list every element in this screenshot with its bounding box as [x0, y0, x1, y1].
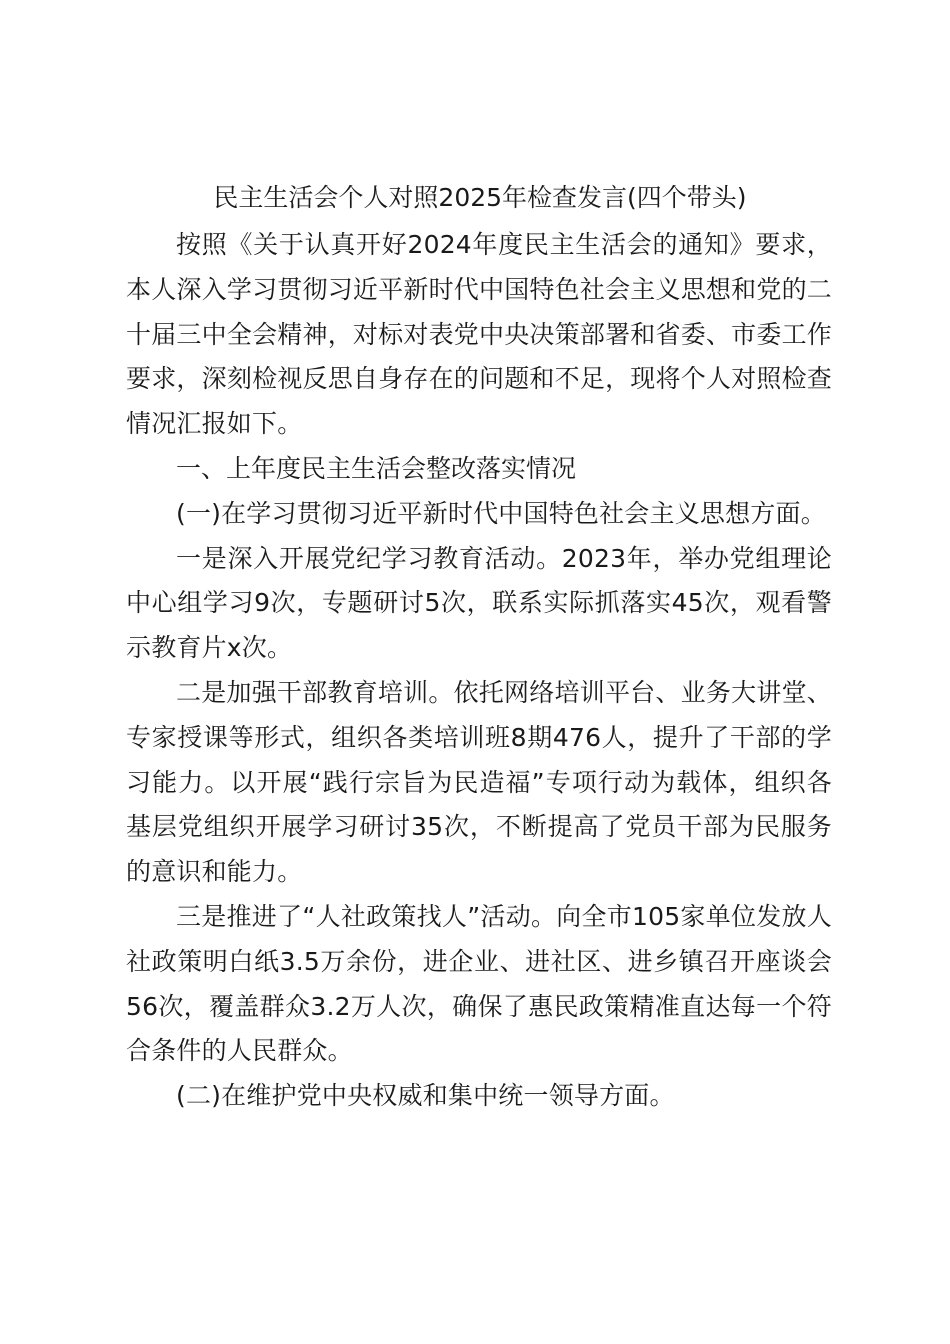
subsection-heading-1: (一)在学习贯彻习近平新时代中国特色社会主义思想方面。 [176, 498, 826, 528]
document-body [126, 223, 832, 1119]
section-heading-1: 一、上年度民主生活会整改落实情况 [176, 453, 577, 483]
document-title: 民主生活会个人对照2025年检查发言(四个带头) [213, 183, 747, 212]
subsection-heading-2: (二)在维护党中央权威和集中统一领导方面。 [176, 1081, 675, 1111]
paragraph-point-1: 一是深入开展党纪学习教育活动。2023年，举办党组理论中心组学习9次，专题研讨5次，联系实际抓落实45次，观看警示教育片x次。 [126, 543, 832, 663]
paragraph-point-3: 三是推进了“人社政策找人”活动。向全市105家单位发放人社政策明白纸3.5万余份，进企业、进社区、进乡镇召开座谈会56次，覆盖群众3.2万人次，确保了惠民政策精准直达每一个符合条件的人民群众。 [126, 901, 832, 1066]
paragraph-point-2: 二是加强干部教育培训。依托网络培训平台、业务大讲堂、专家授课等形式，组织各类培训班8期476人，提升了干部的学习能力。以开展“践行宗旨为民造福”专项行动为载体，组织各基层党组织开展学习研讨35次，不断提高了党员干部为民服务的意识和能力。 [126, 677, 832, 887]
intro-paragraph: 按照《关于认真开好2024年度民主生活会的通知》要求，本人深入学习贯彻习近平新时代中国特色社会主义思想和党的二十届三中全会精神，对标对表党中央决策部署和省委、市委工作要求，深刻检视反思自身存在的问题和不足，现将个人对照检查情况汇报如下。 [126, 230, 832, 439]
